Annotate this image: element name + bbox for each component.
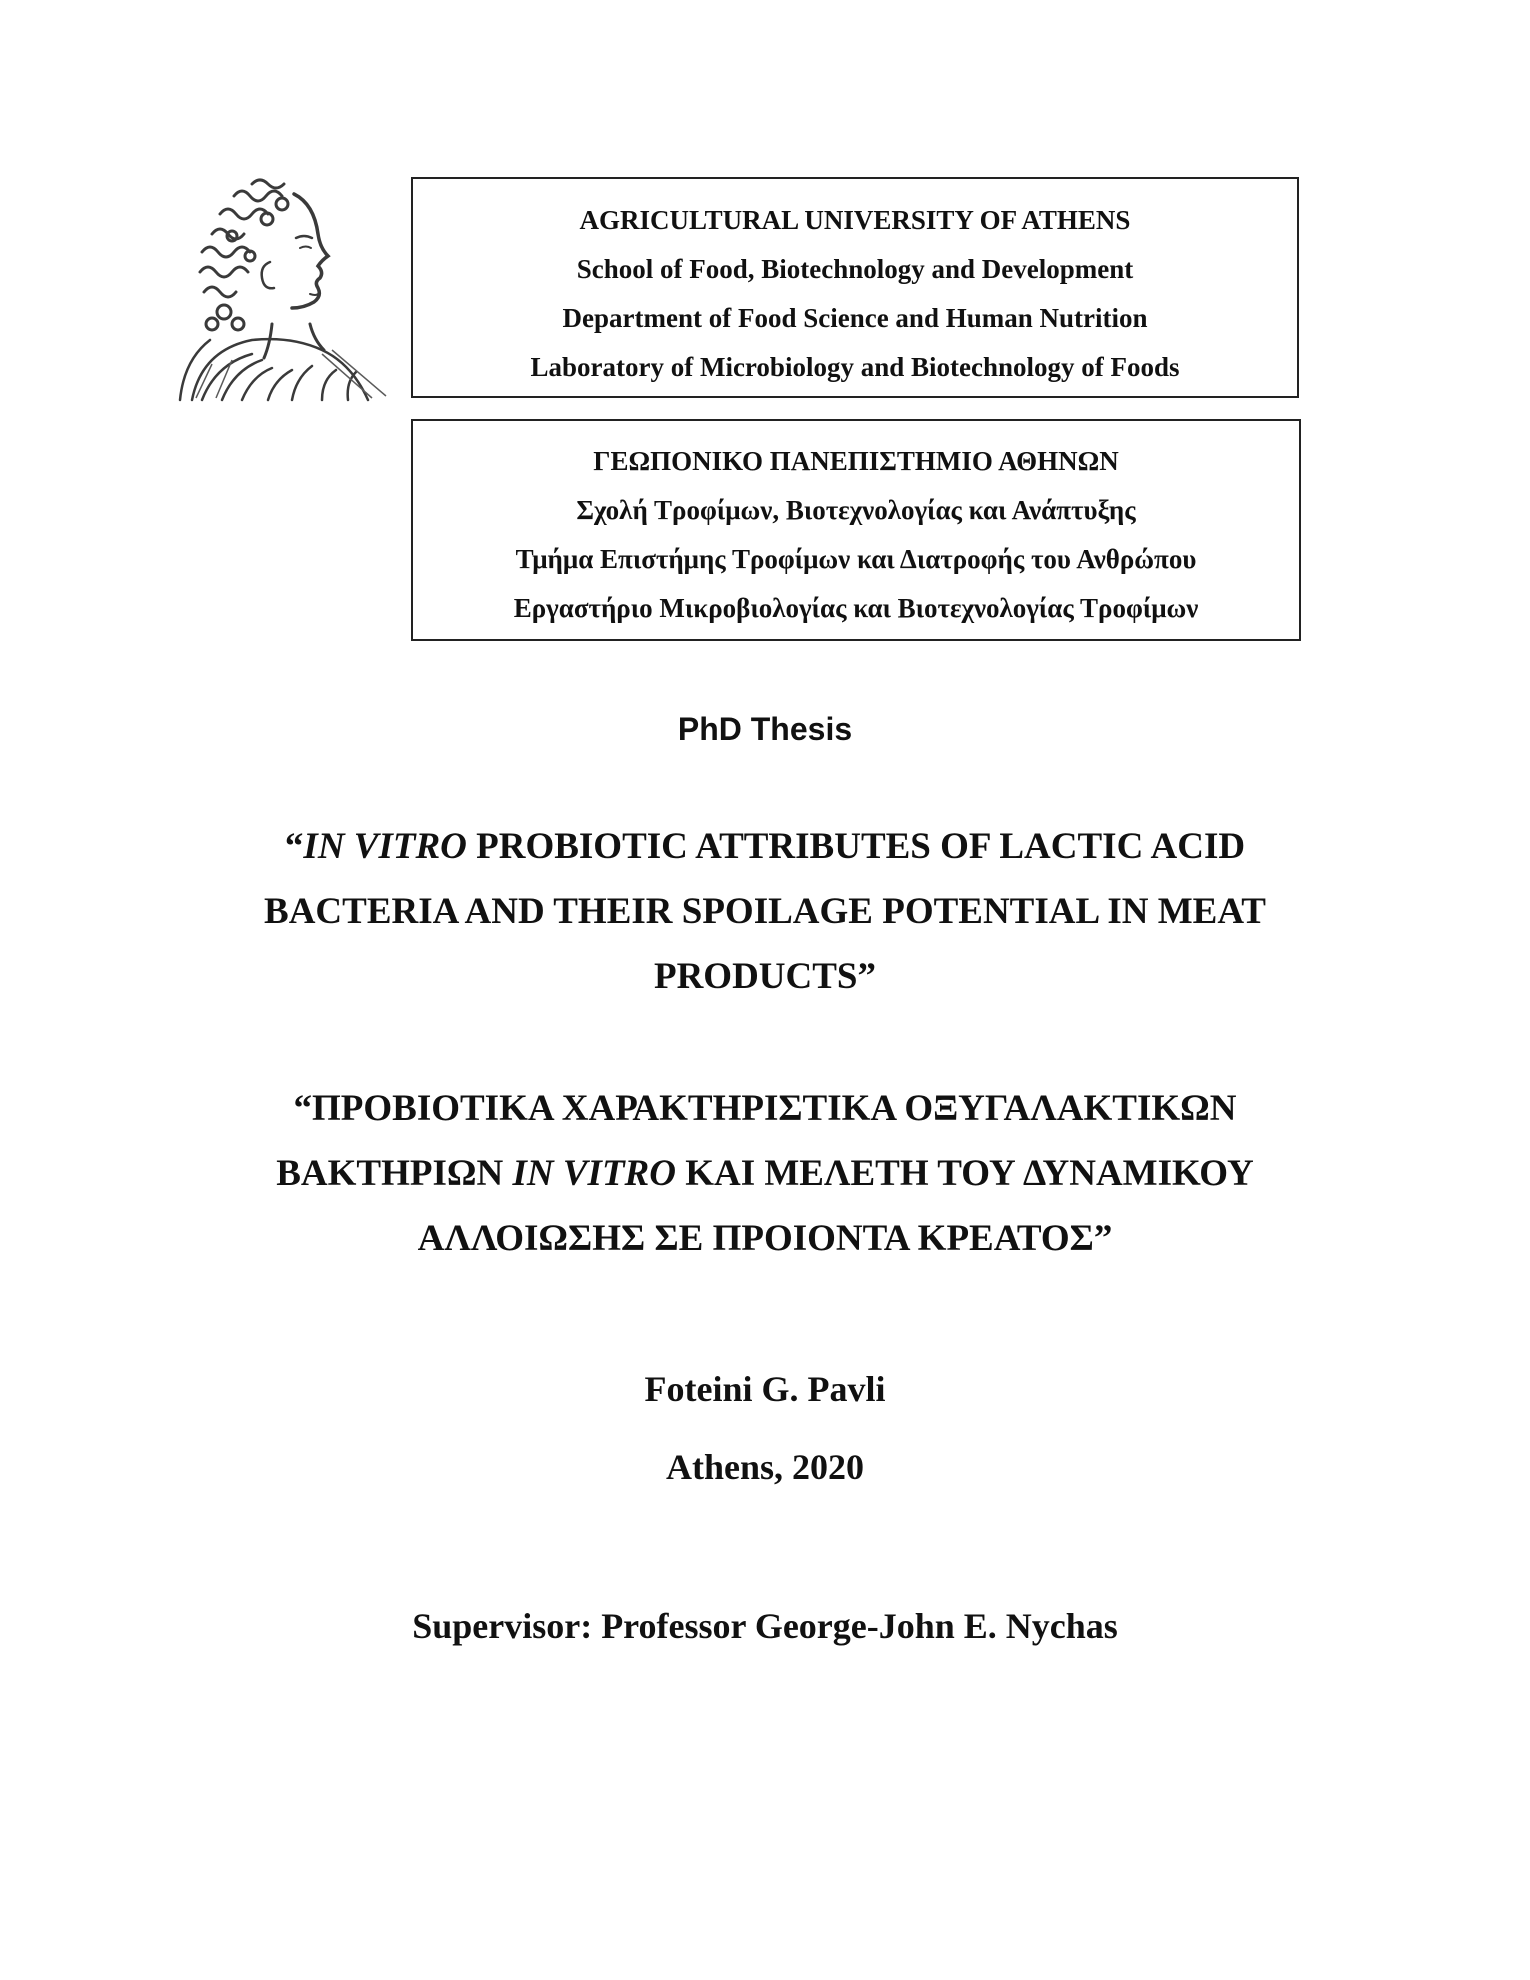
author-name: Foteini G. Pavli — [644, 1369, 886, 1409]
institution-header-greek — [411, 419, 1301, 641]
thesis-title-english — [0, 814, 1530, 1009]
department-name-en: Department of Food Science and Human Nutrition — [562, 303, 1148, 333]
laboratory-name-en: Laboratory of Microbiology and Biotechnology of Foods — [530, 352, 1180, 382]
thesis-type: PhD Thesis — [677, 711, 853, 747]
title-en-line-1-rest: PROBIOTIC ATTRIBUTES OF LACTIC ACID — [466, 826, 1246, 867]
university-name-en: AGRICULTURAL UNIVERSITY OF ATHENS — [579, 205, 1131, 235]
institution-header-english — [411, 177, 1299, 398]
title-en-line-3: PRODUCTS” — [653, 956, 877, 997]
university-logo — [172, 174, 420, 402]
school-name-gr: Σχολή Τροφίμων, Βιοτεχνολογίας και Ανάπτυξης — [576, 495, 1136, 525]
title-gr-line-1: “ΠΡΟΒΙΟΤΙΚΑ ΧΑΡΑΚΤΗΡΙΣΤΙΚΑ ΟΞΥΓΑΛΑΚΤΙΚΩΝ — [293, 1088, 1237, 1129]
department-name-gr: Τμήμα Επιστήμης Τροφίμων και Διατροφής του Ανθρώπου — [515, 544, 1197, 574]
title-gr-line-3: ΑΛΛΟΙΩΣΗΣ ΣΕ ΠΡΟΙΟΝΤΑ ΚΡΕΑΤΟΣ” — [417, 1218, 1113, 1259]
title-en-line-2: BACTERIA AND THEIR SPOILAGE POTENTIAL IN MEAT — [264, 891, 1266, 932]
title-gr-line-2-start: ΒΑΚΤΗΡΙΩΝ — [276, 1153, 513, 1194]
title-en-italic-term: IN VITRO — [303, 826, 467, 867]
title-gr-line-2 — [0, 1141, 1530, 1206]
title-en-open-quote: “ — [284, 826, 304, 867]
place-and-year: Athens, 2020 — [665, 1447, 865, 1487]
title-en-line-1 — [0, 814, 1530, 879]
supervisor-line: Supervisor: Professor George-John E. Nychas — [412, 1606, 1118, 1646]
thesis-title-greek — [0, 1076, 1530, 1271]
school-name-en: School of Food, Biotechnology and Development — [576, 254, 1134, 284]
university-name-gr: ΓΕΩΠΟΝΙΚΟ ΠΑΝΕΠΙΣΤΗΜΙΟ ΑΘΗΝΩΝ — [593, 446, 1119, 476]
title-gr-line-2-end: ΚΑΙ ΜΕΛΕΤΗ ΤΟΥ ΔΥΝΑΜΙΚΟΥ — [675, 1153, 1254, 1194]
title-gr-italic-term: IN VITRO — [512, 1153, 676, 1194]
laboratory-name-gr: Εργαστήριο Μικροβιολογίας και Βιοτεχνολογίας Τροφίμων — [513, 593, 1199, 623]
classical-profile-bust-icon — [172, 174, 420, 402]
